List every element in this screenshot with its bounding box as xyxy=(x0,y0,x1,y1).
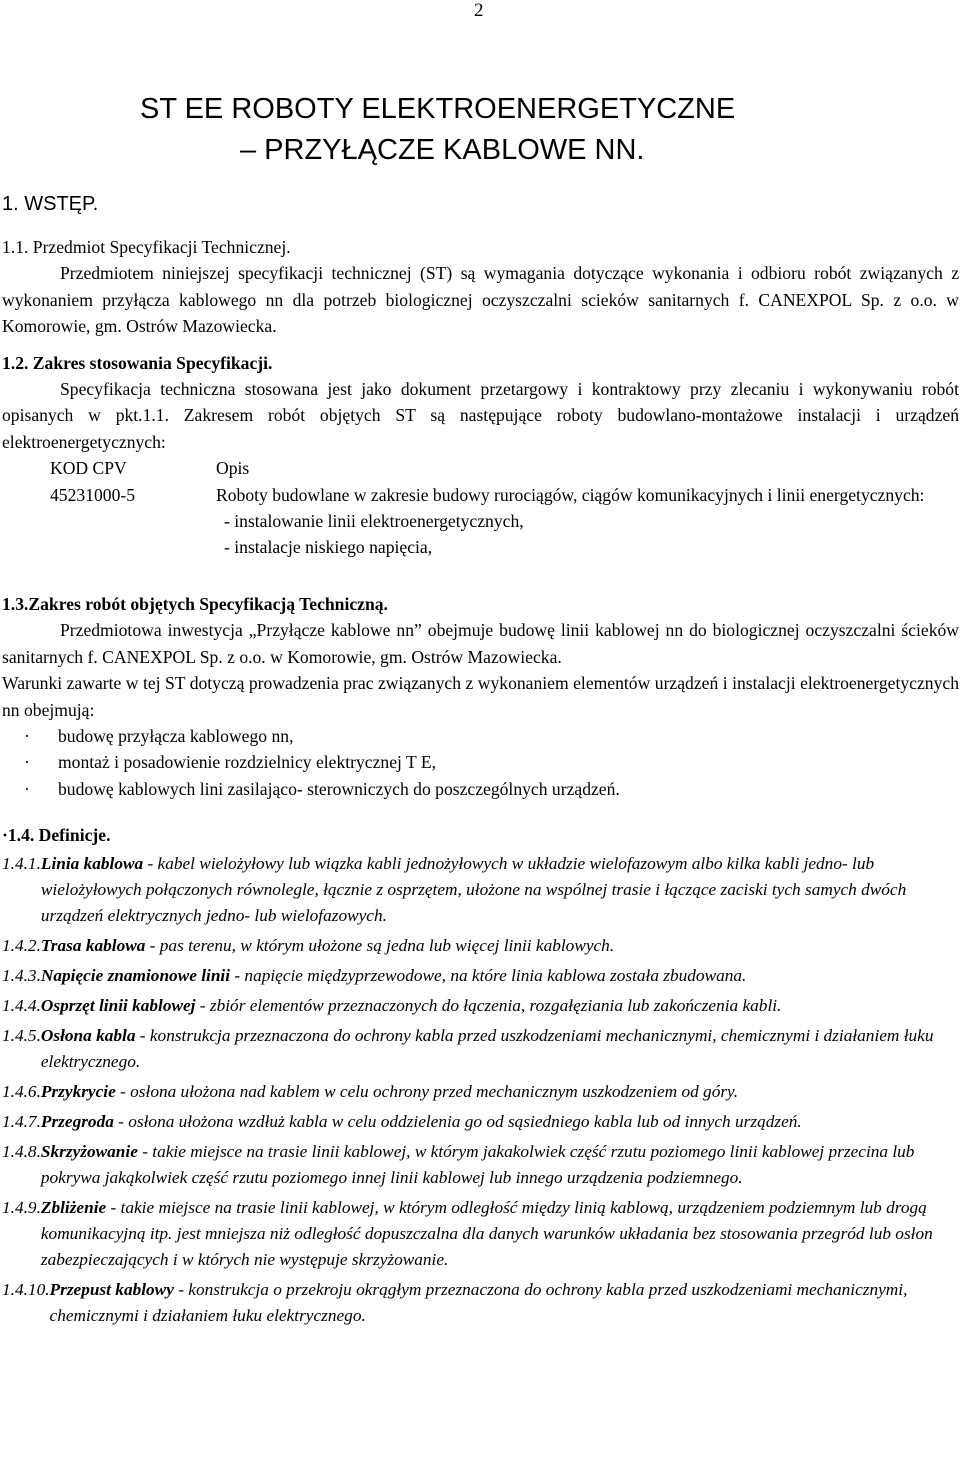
definition-text: - konstrukcja o przekroju okrągłym przeznaczona do ochrony kabla przed uszkodzeniami mechanicznymi, chemicznymi i działaniem łuku elektrycznego. xyxy=(49,1279,908,1325)
definition-item xyxy=(2,933,959,959)
section-1-1-text: Przedmiotem niniejszej specyfikacji technicznej (ST) są wymagania dotyczące wykonania i odbioru robót związanych z wykonaniem przyłącza kablowego nn dla potrzeb biologicznej oczyszczalni scieków sanitarnych f. CANEXPOL Sp. z o.o. w Komorowie, gm. Ostrów Mazowiecka. xyxy=(2,263,959,337)
definition-number: 1.4.8. xyxy=(2,1141,41,1161)
definition-number: 1.4.10. xyxy=(2,1279,50,1299)
list-item-text: budowę przyłącza kablowego nn, xyxy=(58,725,294,746)
cpv-item: - instalacje niskiego napięcia, xyxy=(224,537,433,558)
definition-term: Trasa kablowa xyxy=(40,935,146,955)
section-1-heading: 1. WSTĘP. xyxy=(2,193,99,215)
definition-item xyxy=(2,993,959,1019)
section-1-3-text2: Warunki zawarte w tej ST dotyczą prowadzenia prac związanych z wykonaniem elementów urządzeń i instalacji elektroenergetycznych nn obejmują: xyxy=(2,673,959,720)
bullet-icon: · xyxy=(24,752,30,773)
definition-term: Przepust kablowy xyxy=(49,1279,174,1299)
definition-item xyxy=(2,1109,959,1135)
definition-term: Przykrycie xyxy=(40,1081,116,1101)
section-1-1-heading: 1.1. Przedmiot Specyfikacji Technicznej. xyxy=(2,237,291,257)
definition-number: 1.4.9. xyxy=(2,1197,41,1217)
list-item-text: montaż i posadowienie rozdzielnicy elektrycznej T E, xyxy=(58,752,436,773)
definition-number: 1.4.6. xyxy=(2,1081,41,1101)
definition-term: Napięcie znamionowe linii xyxy=(40,965,231,985)
section-1-4-heading xyxy=(2,822,959,848)
section-1-3-text1: Przedmiotowa inwestycja „Przyłącze kablowe nn” obejmuje budowę linii kablowej nn do biologicznej oczyszczalni ścieków sanitarnych f. CANEXPOL Sp. z o.o. w Komorowie, gm. Ostrów Mazowiecka. xyxy=(2,620,959,667)
cpv-header-desc: Opis xyxy=(216,458,250,479)
bullet-icon: · xyxy=(24,725,30,746)
definition-term: Osłona kabla xyxy=(40,1025,136,1045)
definition-item xyxy=(2,1079,959,1105)
definition-number: 1.4.4. xyxy=(2,995,41,1015)
bullet-icon: · xyxy=(24,778,30,799)
list-item xyxy=(2,776,959,802)
definition-term: Linia kablowa xyxy=(40,853,144,873)
definition-item xyxy=(2,851,959,929)
definition-item xyxy=(2,1195,959,1273)
cpv-item: - instalowanie linii elektroenergetycznych, xyxy=(224,511,524,532)
definition-text: - osłona ułożona wzdłuż kabla w celu oddzielenia go od sąsiedniego kabla lub od innych urządzeń. xyxy=(113,1111,802,1131)
definition-number: 1.4.2. xyxy=(2,935,41,955)
page-number: 2 xyxy=(474,0,484,21)
definition-text: - takie miejsce na trasie linii kablowej, w którym jakakolwiek część rzutu poziomego linii kablowej przecina lub pokrywa jakąkolwiek część rzutu poziomego innej linii kablowej lub innego urządzenia podziemnego. xyxy=(40,1141,915,1187)
definition-term: Osprzęt linii kablowej xyxy=(40,995,196,1015)
cpv-table-header xyxy=(2,455,959,481)
definition-term: Skrzyżowanie xyxy=(40,1141,138,1161)
definition-number: 1.4.5. xyxy=(2,1025,41,1045)
bullet-icon: · xyxy=(2,825,8,846)
section-1-4-heading-text: 1.4. Definicje. xyxy=(7,825,111,846)
definition-term: Zbliżenie xyxy=(40,1197,107,1217)
cpv-header-code: KOD CPV xyxy=(50,458,127,479)
definition-text: - napięcie międzyprzewodowe, na które linia kablowa została zbudowana. xyxy=(230,965,747,985)
cpv-code: 45231000-5 xyxy=(50,484,136,505)
cpv-table-row xyxy=(2,482,959,508)
list-item xyxy=(2,749,959,775)
document-title-line1: ST EE ROBOTY ELEKTROENERGETYCZNE xyxy=(140,93,736,125)
definition-text: - takie miejsce na trasie linii kablowej, w którym odległość między linią kablową, urządzeniem podziemnym lub drogą komunikacyjną itp. jest mniejsza niż odległość dopuszczalna dla danych warunków układania bez stosowania przegród lub osłon zabezpieczających i w których nie występuje skrzyżowanie. xyxy=(40,1197,933,1269)
definition-text: - osłona ułożona nad kablem w celu ochrony przed mechanicznym uszkodzeniem od góry. xyxy=(115,1081,739,1101)
definition-number: 1.4.3. xyxy=(2,965,41,985)
section-1-3-heading: 1.3.Zakres robót objętych Specyfikacją Techniczną. xyxy=(2,593,388,614)
list-item xyxy=(2,723,959,749)
list-item-text: budowę kablowych lini zasilająco- sterowniczych do poszczególnych urządzeń. xyxy=(58,778,620,799)
definition-item xyxy=(2,1277,959,1329)
definition-text: - zbiór elementów przeznaczonych do łączenia, rozgałęziania lub zakończenia kabli. xyxy=(195,995,782,1015)
section-1-2-heading: 1.2. Zakres stosowania Specyfikacji. xyxy=(2,352,273,373)
definition-item xyxy=(2,1139,959,1191)
cpv-description: Roboty budowlane w zakresie budowy rurociągów, ciągów komunikacyjnych i linii energetycznych: xyxy=(216,484,925,505)
definitions-list xyxy=(2,851,959,1329)
definition-number: 1.4.1. xyxy=(2,853,41,873)
definition-text: - kabel wielożyłowy lub wiązka kabli jednożyłowych w układzie wielofazowym albo kilka kabli jedno- lub wielożyłowych połączonych równolegle, łącznie z osprzętem, ułożone na wspólnej trasie i łączące zaciski tych samych dwóch urządzeń elektrycznych jedno- lub wielofazowych. xyxy=(40,853,907,925)
definition-text: - pas terenu, w którym ułożone są jedna lub więcej linii kablowych. xyxy=(145,935,615,955)
definition-item xyxy=(2,963,959,989)
section-1-2-text: Specyfikacja techniczna stosowana jest jako dokument przetargowy i kontraktowy przy zlecaniu i wykonywaniu robót opisanych w pkt.1.1. Zakresem robót objętych ST są następujące roboty budowlano-montażowe instalacji i urządzeń elektroenergetycznych: xyxy=(2,379,959,452)
definition-number: 1.4.7. xyxy=(2,1111,41,1131)
definition-item xyxy=(2,1023,959,1075)
document-body xyxy=(2,234,959,1329)
definition-term: Przegroda xyxy=(40,1111,114,1131)
definition-text: - konstrukcja przeznaczona do ochrony kabla przed uszkodzeniami mechanicznymi, chemicznymi i działaniem łuku elektrycznego. xyxy=(40,1025,934,1071)
document-title-line2: – PRZYŁĄCZE KABLOWE NN. xyxy=(240,134,645,166)
